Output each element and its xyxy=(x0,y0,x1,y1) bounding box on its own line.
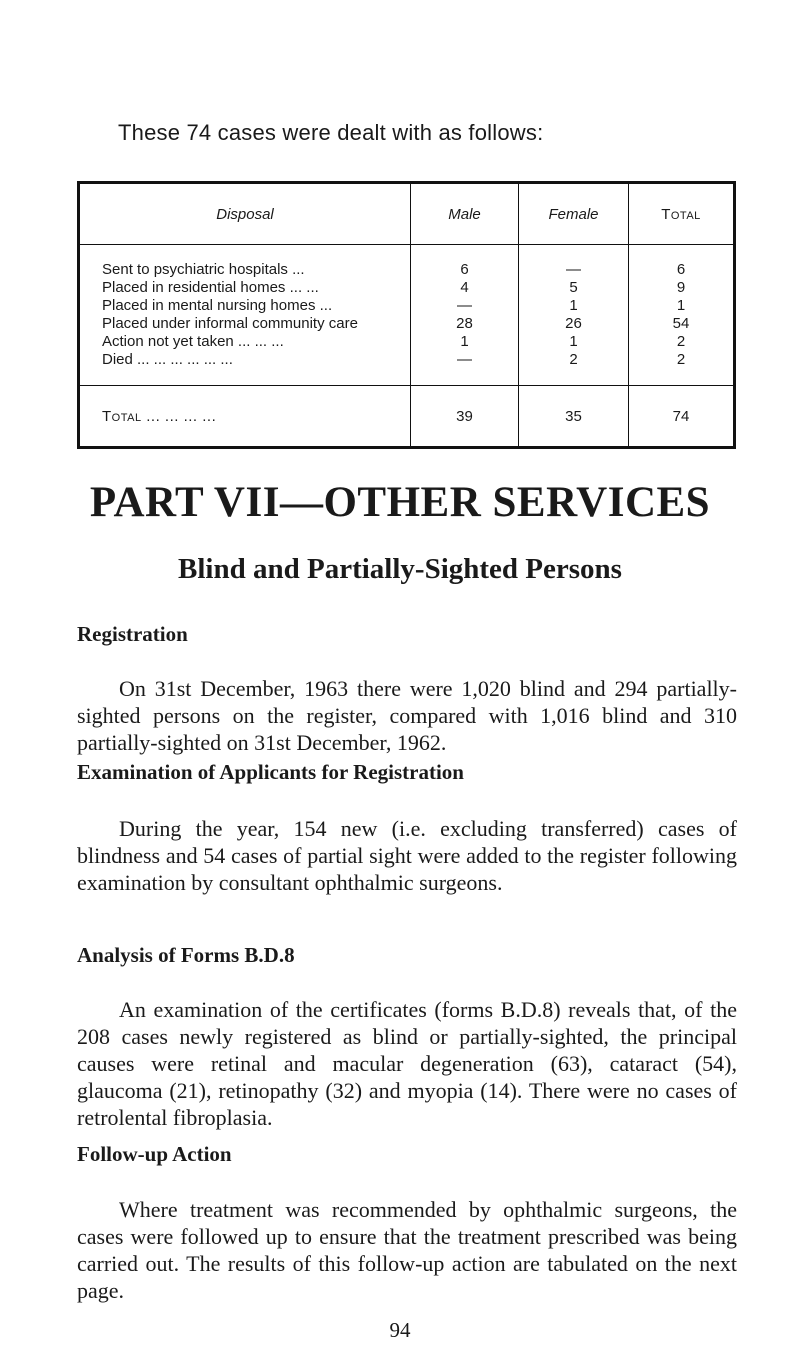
row-label: Action not yet taken ... ... ... xyxy=(79,333,411,351)
row-label: Placed in mental nursing homes ... xyxy=(79,297,411,315)
row-label: Placed under informal community care xyxy=(79,315,411,333)
header-female: Female xyxy=(519,183,629,245)
page-number: 94 xyxy=(389,1318,411,1342)
table-total-row xyxy=(79,386,735,448)
total-female: 35 xyxy=(519,386,629,448)
row-female: 1 xyxy=(519,297,629,315)
row-female: 5 xyxy=(519,279,629,297)
row-male: — xyxy=(411,297,519,315)
row-male: 1 xyxy=(411,333,519,351)
row-male: 6 xyxy=(411,245,519,280)
row-female: 26 xyxy=(519,315,629,333)
total-male: 39 xyxy=(411,386,519,448)
table-row xyxy=(79,315,735,333)
row-label: Placed in residential homes ... ... xyxy=(79,279,411,297)
disposal-table xyxy=(77,181,736,449)
row-label: Died ... ... ... ... ... ... xyxy=(79,351,411,386)
heading-examination: Examination of Applicants for Registration xyxy=(77,760,464,784)
paragraph-follow-up: Where treatment was recommended by ophthalmic surgeons, the cases were followed up to ensure that the treatment prescribed was being carried out. The results of this follow-up action are tabulated on the next page. xyxy=(77,1197,737,1303)
paragraph-analysis: An examination of the certificates (forms B.D.8) reveals that, of the 208 cases newly registered as blind or partially-sighted, the principal causes were retinal and macular degeneration (63), cataract (54), glaucoma (21), retinopathy (32) and myopia (14). There were no cases of retrolental fibroplasia. xyxy=(77,997,737,1130)
table-row xyxy=(79,333,735,351)
intro-text: These 74 cases were dealt with as follows: xyxy=(118,120,544,145)
header-disposal: Disposal xyxy=(79,183,411,245)
section-title: Blind and Partially-Sighted Persons xyxy=(178,553,622,585)
row-female: 1 xyxy=(519,333,629,351)
row-total: 2 xyxy=(629,333,735,351)
row-total: 1 xyxy=(629,297,735,315)
header-male: Male xyxy=(411,183,519,245)
part-title: PART VII—OTHER SERVICES xyxy=(89,479,711,526)
row-label: Sent to psychiatric hospitals ... xyxy=(79,245,411,280)
heading-registration: Registration xyxy=(77,622,188,646)
table-row xyxy=(79,279,735,297)
header-total: Total xyxy=(629,183,735,245)
paragraph-examination: During the year, 154 new (i.e. excluding transferred) cases of blindness and 54 cases of partial sight were added to the register following examination by consultant ophthalmic surgeons. xyxy=(77,816,737,895)
row-total: 9 xyxy=(629,279,735,297)
table-row xyxy=(79,351,735,386)
row-female: — xyxy=(519,245,629,280)
heading-analysis: Analysis of Forms B.D.8 xyxy=(77,943,295,967)
total-label: Total ... ... ... ... xyxy=(79,386,411,448)
table-row xyxy=(79,297,735,315)
table-header-row xyxy=(79,183,735,245)
row-female: 2 xyxy=(519,351,629,386)
row-male: — xyxy=(411,351,519,386)
paragraph-registration: On 31st December, 1963 there were 1,020 blind and 294 partially-sighted persons on the register, compared with 1,016 blind and 310 partially-sighted on 31st December, 1962. xyxy=(77,676,737,755)
heading-follow-up: Follow-up Action xyxy=(77,1142,232,1166)
row-total: 54 xyxy=(629,315,735,333)
total-total: 74 xyxy=(629,386,735,448)
row-total: 2 xyxy=(629,351,735,386)
table-row xyxy=(79,245,735,280)
row-male: 4 xyxy=(411,279,519,297)
row-total: 6 xyxy=(629,245,735,280)
row-male: 28 xyxy=(411,315,519,333)
